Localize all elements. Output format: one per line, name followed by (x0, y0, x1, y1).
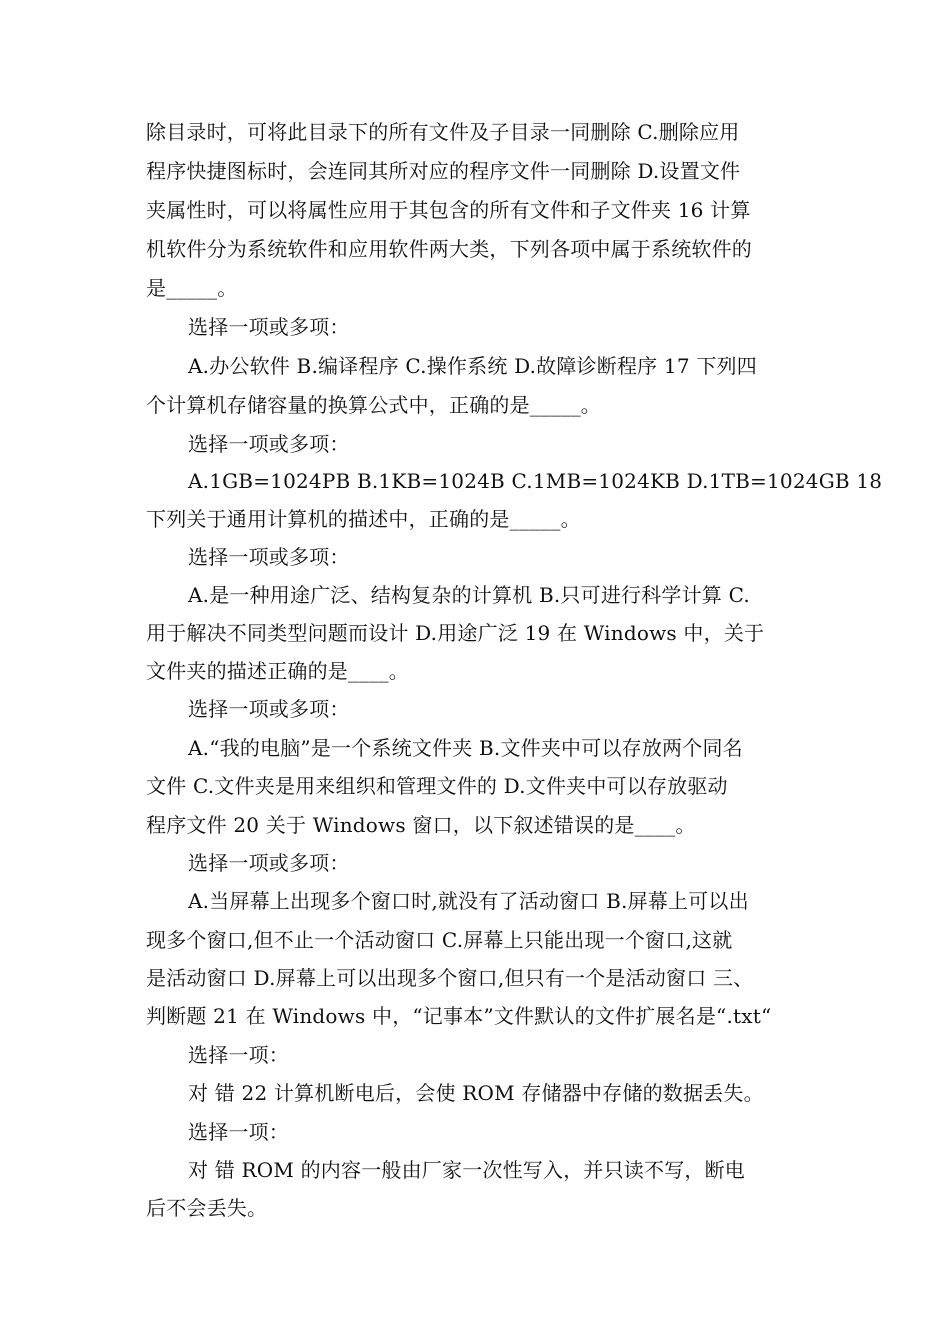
question-instruction: 选择一项或多项： (188, 851, 350, 875)
text-line: 程序快捷图标时，会连同其所对应的程序文件一同删除 D.设置文件 (146, 159, 741, 183)
question-instruction: 选择一项或多项： (188, 315, 350, 339)
question-instruction: 选择一项或多项： (188, 545, 350, 569)
text-line: 夹属性时，可以将属性应用于其包含的所有文件和子文件夹 16 计算 (146, 198, 751, 222)
text-line: 后不会丢失。 (146, 1196, 268, 1220)
text-line: 文件夹的描述正确的是____。 (146, 659, 409, 683)
text-line: 是活动窗口 D.屏幕上可以出现多个窗口,但只有一个是活动窗口 三、 (146, 966, 754, 990)
text-line: 除目录时，可将此目录下的所有文件及子目录一同删除 C.删除应用 (146, 120, 740, 144)
text-line: 现多个窗口,但不止一个活动窗口 C.屏幕上只能出现一个窗口,这就 (146, 928, 733, 952)
text-line: 文件 C.文件夹是用来组织和管理文件的 D.文件夹中可以存放驱动 (146, 774, 728, 798)
answer-options: A.“我的电脑”是一个系统文件夹 B.文件夹中可以存放两个同名 (188, 736, 743, 760)
text-line: 判断题 21 在 Windows 中，“记事本”文件默认的文件扩展名是“.txt“ (146, 1004, 772, 1028)
answer-options: 对 错 ROM 的内容一般由厂家一次性写入，并只读不写，断电 (188, 1158, 746, 1182)
text-line: 个计算机存储容量的换算公式中，正确的是_____。 (146, 393, 601, 417)
answer-options: A.当屏幕上出现多个窗口时,就没有了活动窗口 B.屏幕上可以出 (188, 889, 749, 913)
question-instruction: 选择一项： (188, 1120, 289, 1144)
question-instruction: 选择一项： (188, 1043, 289, 1067)
answer-options: A.办公软件 B.编译程序 C.操作系统 D.故障诊断程序 17 下列四 (188, 354, 757, 378)
text-line: 是_____。 (146, 276, 238, 300)
answer-options: A.1GB=1024PB B.1KB=1024B C.1MB=1024KB D.1TB=1024GB 18 (188, 469, 883, 493)
answer-options: A.是一种用途广泛、结构复杂的计算机 B.只可进行科学计算 C. (188, 583, 750, 607)
question-instruction: 选择一项或多项： (188, 432, 350, 456)
text-line: 用于解决不同类型问题而设计 D.用途广泛 19 在 Windows 中，关于 (146, 621, 765, 645)
text-line: 程序文件 20 关于 Windows 窗口，以下叙述错误的是____。 (146, 813, 696, 837)
answer-options: 对 错 22 计算机断电后，会使 ROM 存储器中存储的数据丢失。 (188, 1081, 764, 1105)
text-line: 机软件分为系统软件和应用软件两大类，下列各项中属于系统软件的 (146, 237, 752, 261)
text-line: 下列关于通用计算机的描述中，正确的是_____。 (146, 507, 581, 531)
question-instruction: 选择一项或多项： (188, 697, 350, 721)
